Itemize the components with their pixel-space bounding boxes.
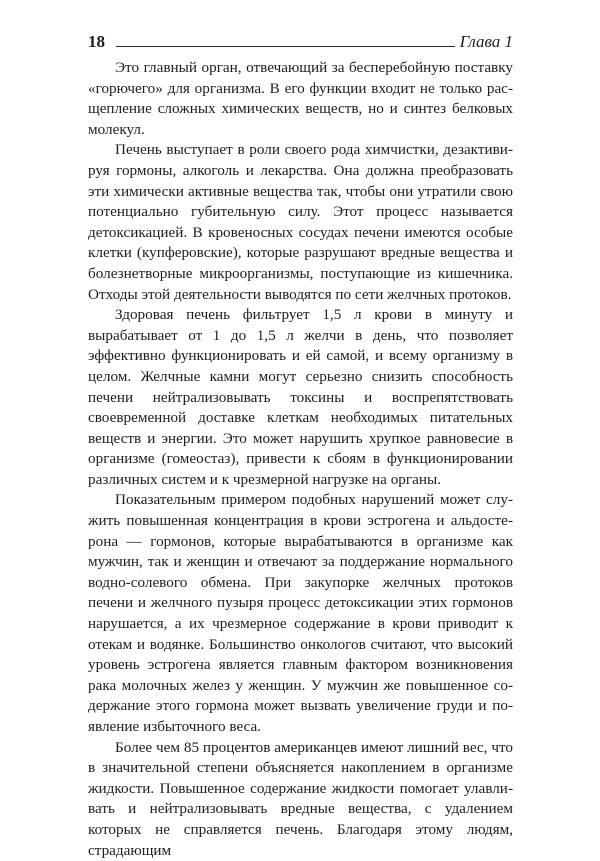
paragraph: Это главный орган, отвечающий за бесперебойную поставку «горючего» для организма. В его функции входит не только расщепление сложных химических веществ, но и синтез белковых молекул. xyxy=(88,59,513,138)
paragraph: Более чем 85 процентов американцев имеют лишний вес, что в значительной степени объясняется накоплением в организме жидкости. Повышенное содержание жидкости помогает улавливать и нейтрализовывать вредные вещества, с удалением которых не справляется печень. Благодаря этому людям, страдающим xyxy=(88,738,513,859)
chapter-title: Глава 1 xyxy=(459,32,513,51)
page-body xyxy=(88,58,513,861)
paragraph: Показательным примером подобных нарушений может служить повышенная концентрация в крови эстрогена и альдостерона — гормонов, которые вырабатываются в организме как мужчин, так и женщин и отвечают за поддержание нормального водно-солевого обмена. При закупорке желчных протоков печени и желчного пузыря процесс детоксикации этих гормонов нарушается, а их чрезмерное содержание в крови приводит к отекам и водянке. Большинство онкологов считают, что высокий уровень эстрогена является главным фактором возникновения рака молочных желез у женщин. У мужчин же повышенное содержание этого гормона может вызвать увеличение груди и появление избыточного веса. xyxy=(88,491,513,735)
header-rule xyxy=(116,46,455,47)
paragraph: Здоровая печень фильтрует 1,5 л крови в минуту и вырабатывает от 1 до 1,5 л желчи в день, что позволяет эффективно функционировать и ей самой, и всему организму в целом. Желчные камни могут серьезно снизить способность печени нейтрализовывать токсины и воспрепятствовать своевременной доставке клеткам необходимых питательных веществ и энергии. Это может нарушить хрупкое равновесие в организме (гомеостаз), привести к сбоям в функционировании различных систем и к чрезмерной нагрузке на органы. xyxy=(88,306,513,488)
page-number: 18 xyxy=(88,32,105,51)
paragraph: Печень выступает в роли своего рода химчистки, дезактивируя гормоны, алкоголь и лекарства. Она должна преобразовать эти химически активные вещества так, чтобы они утратили свою потенциально губительную силу. Этот процесс называется детоксикацией. В кровеносных сосудах печени имеются особые клетки (купферовские), которые разрушают вредные вещества и болезнетворные микроорганизмы, поступающие из кишечника. Отходы этой деятельности выводятся по сети желчных протоков. xyxy=(88,141,513,303)
running-header xyxy=(88,31,513,53)
